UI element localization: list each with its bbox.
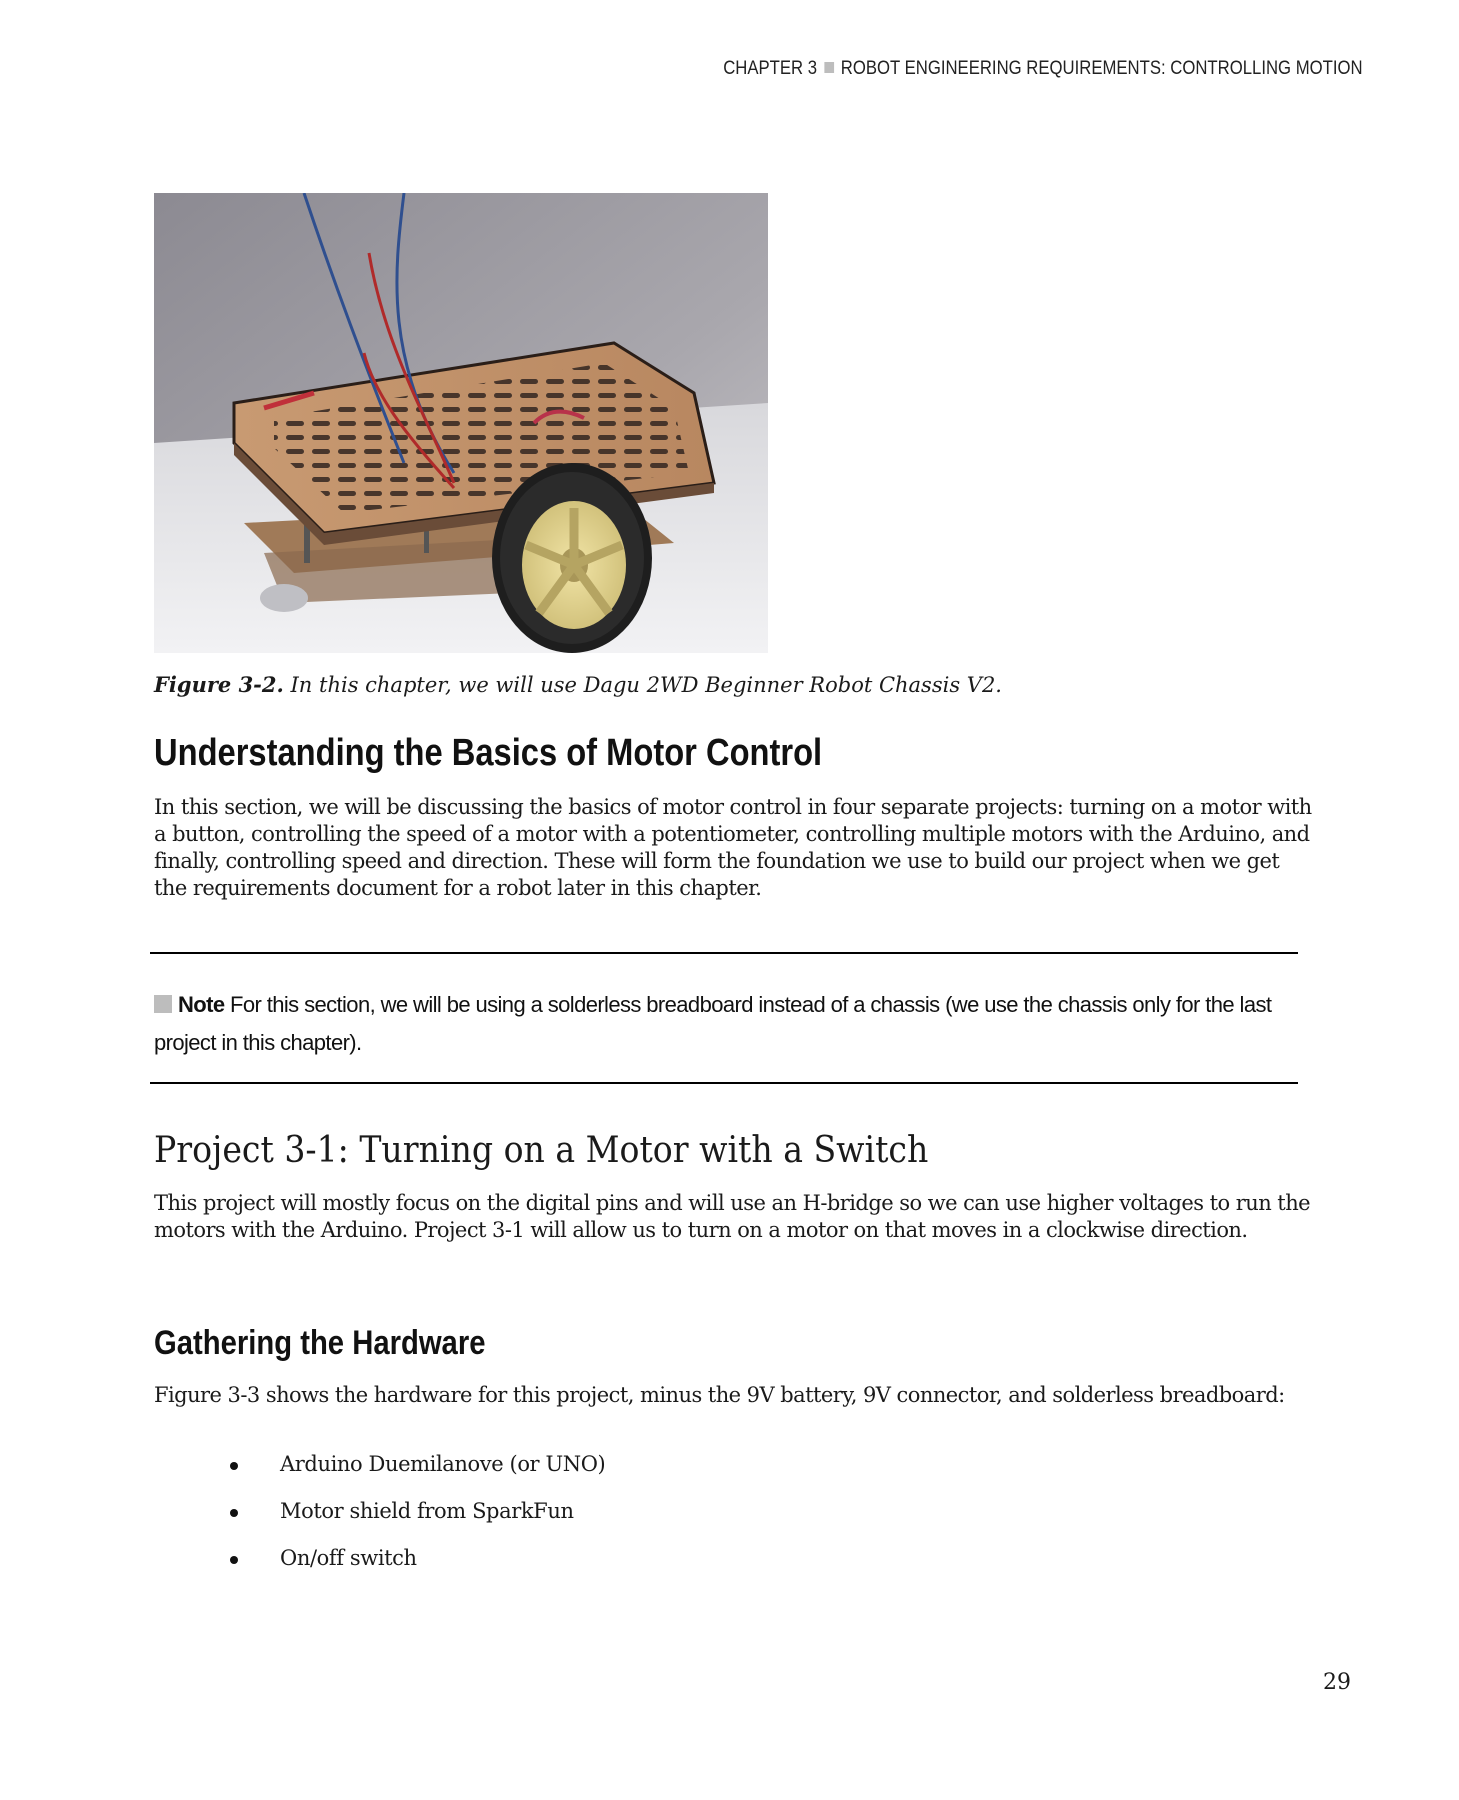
project-body: This project will mostly focus on the digital pins and will use an H-bridge so we can use higher voltages to run the motors with the Arduino. Project 3-1 will allow us to turn on a motor on that moves in a clockwise direction. bbox=[154, 1191, 1311, 1242]
list-item bbox=[230, 1499, 605, 1546]
note-top-rule bbox=[150, 952, 1298, 954]
running-head bbox=[724, 58, 1363, 80]
note-label: Note bbox=[178, 992, 225, 1017]
note-text: For this section, we will be using a solderless breadboard instead of a chassis (we use the chassis only for the last project in this chapter). bbox=[154, 992, 1272, 1055]
hardware-intro: Figure 3-3 shows the hardware for this project, minus the 9V battery, 9V connector, and solderless breadboard: bbox=[154, 1383, 1285, 1407]
page-number: 29 bbox=[1323, 1670, 1351, 1695]
figure-label: Figure 3-2. bbox=[154, 672, 284, 697]
chapter-title: ROBOT ENGINEERING REQUIREMENTS: CONTROLLING MOTION bbox=[841, 58, 1363, 79]
figure-caption bbox=[154, 672, 1002, 697]
list-item-text: Arduino Duemilanove (or UNO) bbox=[280, 1452, 606, 1476]
square-bullet-icon bbox=[154, 995, 172, 1013]
list-item bbox=[230, 1452, 605, 1499]
robot-chassis-photo bbox=[154, 193, 768, 653]
project-heading: Project 3-1: Turning on a Motor with a Switch bbox=[154, 1130, 929, 1171]
chapter-label: CHAPTER 3 bbox=[723, 58, 818, 79]
hardware-list bbox=[230, 1452, 605, 1593]
section-heading: Understanding the Basics of Motor Control bbox=[154, 732, 823, 774]
note-box bbox=[154, 986, 1304, 1062]
bullet-icon bbox=[230, 1509, 238, 1517]
bullet-icon bbox=[230, 1462, 238, 1470]
bullet-icon bbox=[230, 1556, 238, 1564]
list-item-text: On/off switch bbox=[280, 1546, 417, 1570]
note-bottom-rule bbox=[150, 1082, 1298, 1084]
figure-caption-text: In this chapter, we will use Dagu 2WD Beginner Robot Chassis V2. bbox=[290, 673, 1002, 697]
square-bullet-icon bbox=[824, 62, 834, 73]
section-body: In this section, we will be discussing the basics of motor control in four separate projects: turning on a motor with a button, controlling the speed of a motor with a potentiometer, controlling multiple motors with the Arduino, and finally, controlling speed and direction. These will form the foundation we use to build our project when we get the requirements document for a robot later in this chapter. bbox=[154, 795, 1312, 900]
list-item bbox=[230, 1546, 605, 1593]
hardware-heading: Gathering the Hardware bbox=[154, 1324, 486, 1362]
list-item-text: Motor shield from SparkFun bbox=[280, 1499, 574, 1523]
